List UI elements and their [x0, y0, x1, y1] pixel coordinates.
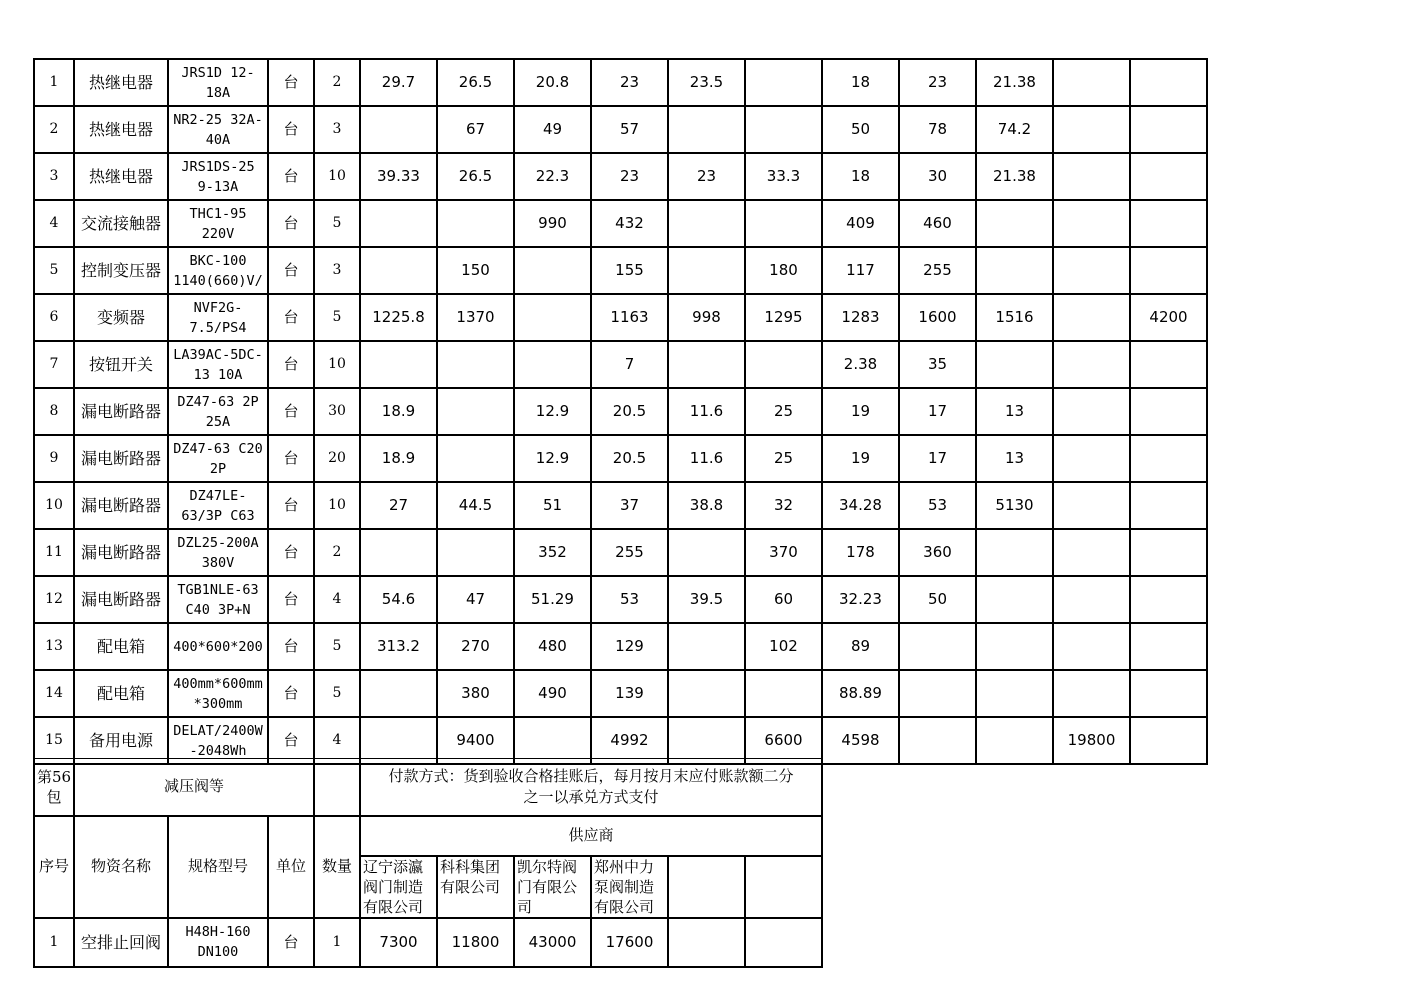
price-cell: 1163 — [591, 294, 668, 341]
price-cell: 23 — [668, 153, 745, 200]
item-model: H48H-160 DN100 — [168, 918, 268, 967]
price-cell: 18.9 — [360, 388, 437, 435]
price-cell — [1130, 388, 1207, 435]
price-cell — [1053, 576, 1130, 623]
price-cell — [1053, 435, 1130, 482]
price-cell: 1600 — [899, 294, 976, 341]
item-model: THC1-95 220V — [168, 200, 268, 247]
price-cell — [360, 106, 437, 153]
price-cell — [745, 106, 822, 153]
price-cell: 255 — [899, 247, 976, 294]
price-cell: 409 — [822, 200, 899, 247]
price-cell — [514, 247, 591, 294]
supplier-name: 辽宁添瀛 阀门制造 有限公司 — [360, 856, 437, 918]
price-cell: 53 — [591, 576, 668, 623]
item-name: 热继电器 — [74, 153, 168, 200]
price-cell: 23.5 — [668, 59, 745, 106]
price-cell: 44.5 — [437, 482, 514, 529]
table-row — [34, 200, 1207, 247]
item-name: 按钮开关 — [74, 341, 168, 388]
price-cell: 37 — [591, 482, 668, 529]
item-unit: 台 — [268, 247, 314, 294]
price-cell: 180 — [745, 247, 822, 294]
item-qty: 4 — [314, 576, 360, 623]
price-cell: 129 — [591, 623, 668, 670]
price-cell — [1130, 529, 1207, 576]
price-cell: 74.2 — [976, 106, 1053, 153]
item-unit: 台 — [268, 482, 314, 529]
price-cell: 89 — [822, 623, 899, 670]
price-cell: 18 — [822, 153, 899, 200]
table-row — [34, 106, 1207, 153]
item-unit: 台 — [268, 435, 314, 482]
header-seq: 序号 — [34, 816, 74, 918]
table-row — [34, 435, 1207, 482]
price-cell: 17 — [899, 435, 976, 482]
item-name: 变频器 — [74, 294, 168, 341]
price-cell: 54.6 — [360, 576, 437, 623]
price-cell — [437, 388, 514, 435]
price-cell — [514, 717, 591, 764]
item-name: 交流接触器 — [74, 200, 168, 247]
item-model: BKC-100 1140(660)V/ — [168, 247, 268, 294]
table-row — [34, 482, 1207, 529]
price-cell — [668, 717, 745, 764]
price-cell: 38.8 — [668, 482, 745, 529]
price-cell: 22.3 — [514, 153, 591, 200]
item-unit: 台 — [268, 623, 314, 670]
item-model: JRS1D 12- 18A — [168, 59, 268, 106]
item-model: DELAT/2400W -2048Wh — [168, 717, 268, 764]
price-cell — [1053, 59, 1130, 106]
price-cell — [976, 200, 1053, 247]
price-cell: 11.6 — [668, 388, 745, 435]
table-row — [34, 918, 822, 967]
item-model: DZ47LE- 63/3P C63 — [168, 482, 268, 529]
item-name: 漏电断路器 — [74, 576, 168, 623]
price-cell — [437, 529, 514, 576]
price-cell: 27 — [360, 482, 437, 529]
item-model: NVF2G- 7.5/PS4 — [168, 294, 268, 341]
price-cell: 26.5 — [437, 153, 514, 200]
price-cell: 11800 — [437, 918, 514, 967]
price-cell: 23 — [899, 59, 976, 106]
row-seq: 13 — [34, 623, 74, 670]
item-unit: 台 — [268, 717, 314, 764]
price-cell — [1053, 341, 1130, 388]
price-cell — [360, 529, 437, 576]
price-cell: 26.5 — [437, 59, 514, 106]
row-seq: 9 — [34, 435, 74, 482]
price-cell: 7 — [591, 341, 668, 388]
price-cell: 998 — [668, 294, 745, 341]
price-cell: 50 — [899, 576, 976, 623]
price-cell — [1130, 670, 1207, 717]
item-unit: 台 — [268, 153, 314, 200]
item-unit: 台 — [268, 670, 314, 717]
supplier-name — [668, 856, 745, 918]
item-qty: 5 — [314, 623, 360, 670]
item-name: 热继电器 — [74, 106, 168, 153]
item-qty: 10 — [314, 341, 360, 388]
item-name: 空排止回阀 — [74, 918, 168, 967]
item-qty: 5 — [314, 200, 360, 247]
item-unit: 台 — [268, 200, 314, 247]
item-qty: 5 — [314, 294, 360, 341]
price-cell — [1130, 435, 1207, 482]
price-cell: 12.9 — [514, 388, 591, 435]
table-row — [34, 670, 1207, 717]
item-name: 热继电器 — [74, 59, 168, 106]
row-seq: 2 — [34, 106, 74, 153]
item-qty: 2 — [314, 59, 360, 106]
item-name: 漏电断路器 — [74, 482, 168, 529]
price-cell — [668, 623, 745, 670]
price-cell — [1130, 341, 1207, 388]
price-cell — [437, 435, 514, 482]
price-cell: 25 — [745, 388, 822, 435]
price-cell: 43000 — [514, 918, 591, 967]
price-cell: 50 — [822, 106, 899, 153]
package-name: 减压阀等 — [74, 759, 314, 816]
price-cell — [976, 717, 1053, 764]
table-row — [34, 623, 1207, 670]
price-cell: 6600 — [745, 717, 822, 764]
price-cell: 20.8 — [514, 59, 591, 106]
price-cell — [514, 294, 591, 341]
price-cell: 25 — [745, 435, 822, 482]
item-unit: 台 — [268, 918, 314, 967]
price-cell — [976, 576, 1053, 623]
price-cell: 33.3 — [745, 153, 822, 200]
row-seq: 15 — [34, 717, 74, 764]
row-seq: 12 — [34, 576, 74, 623]
price-cell — [668, 529, 745, 576]
price-cell: 19 — [822, 435, 899, 482]
price-cell — [976, 247, 1053, 294]
price-cell: 18.9 — [360, 435, 437, 482]
price-cell — [899, 670, 976, 717]
item-unit: 台 — [268, 294, 314, 341]
price-cell — [360, 670, 437, 717]
item-name: 漏电断路器 — [74, 529, 168, 576]
price-cell: 35 — [899, 341, 976, 388]
item-name: 备用电源 — [74, 717, 168, 764]
item-qty: 2 — [314, 529, 360, 576]
price-cell: 32 — [745, 482, 822, 529]
table-row — [34, 59, 1207, 106]
item-model: TGB1NLE-63 C40 3P+N — [168, 576, 268, 623]
package-56-table — [33, 758, 823, 968]
price-cell — [745, 341, 822, 388]
item-model: 400*600*200 — [168, 623, 268, 670]
price-cell: 34.28 — [822, 482, 899, 529]
price-cell: 2.38 — [822, 341, 899, 388]
price-cell: 88.89 — [822, 670, 899, 717]
price-cell — [976, 341, 1053, 388]
price-cell: 313.2 — [360, 623, 437, 670]
price-cell — [899, 623, 976, 670]
empty-cell — [314, 759, 360, 816]
package-label: 第56 包 — [34, 759, 74, 816]
price-cell: 13 — [976, 388, 1053, 435]
price-cell — [976, 529, 1053, 576]
price-cell — [1130, 623, 1207, 670]
price-cell: 139 — [591, 670, 668, 717]
item-name: 漏电断路器 — [74, 435, 168, 482]
price-cell: 432 — [591, 200, 668, 247]
table-row — [34, 153, 1207, 200]
price-cell: 155 — [591, 247, 668, 294]
item-model: DZ47-63 C20 2P — [168, 435, 268, 482]
price-cell — [899, 717, 976, 764]
row-seq: 6 — [34, 294, 74, 341]
header-qty: 数量 — [314, 816, 360, 918]
item-unit: 台 — [268, 106, 314, 153]
price-cell: 18 — [822, 59, 899, 106]
price-cell: 67 — [437, 106, 514, 153]
row-seq: 10 — [34, 482, 74, 529]
table-row — [34, 529, 1207, 576]
price-cell: 1370 — [437, 294, 514, 341]
price-cell — [668, 341, 745, 388]
price-cell: 1295 — [745, 294, 822, 341]
item-model: DZL25-200A 380V — [168, 529, 268, 576]
price-cell: 17600 — [591, 918, 668, 967]
item-qty: 10 — [314, 482, 360, 529]
price-cell: 23 — [591, 59, 668, 106]
item-qty: 5 — [314, 670, 360, 717]
price-cell — [1053, 388, 1130, 435]
price-cell: 102 — [745, 623, 822, 670]
item-unit: 台 — [268, 576, 314, 623]
price-cell: 13 — [976, 435, 1053, 482]
price-cell — [1053, 200, 1130, 247]
row-seq: 4 — [34, 200, 74, 247]
supplier-name: 郑州中力 泵阀制造 有限公司 — [591, 856, 668, 918]
price-cell: 30 — [899, 153, 976, 200]
price-cell: 39.5 — [668, 576, 745, 623]
price-cell: 51.29 — [514, 576, 591, 623]
item-model: LA39AC-5DC- 13 10A — [168, 341, 268, 388]
price-cell — [437, 341, 514, 388]
item-model: 400mm*600mm *300mm — [168, 670, 268, 717]
row-seq: 1 — [34, 59, 74, 106]
price-cell — [1130, 106, 1207, 153]
header-unit: 单位 — [268, 816, 314, 918]
price-cell: 990 — [514, 200, 591, 247]
price-cell: 49 — [514, 106, 591, 153]
price-cell — [1130, 200, 1207, 247]
price-cell — [668, 670, 745, 717]
price-cell: 17 — [899, 388, 976, 435]
price-cell — [976, 670, 1053, 717]
price-cell — [668, 247, 745, 294]
row-seq: 5 — [34, 247, 74, 294]
price-cell — [976, 623, 1053, 670]
price-cell — [668, 918, 745, 967]
price-cell: 370 — [745, 529, 822, 576]
row-seq: 3 — [34, 153, 74, 200]
price-cell: 12.9 — [514, 435, 591, 482]
row-seq: 11 — [34, 529, 74, 576]
price-cell: 32.23 — [822, 576, 899, 623]
item-qty: 3 — [314, 106, 360, 153]
price-cell — [1130, 482, 1207, 529]
header-model: 规格型号 — [168, 816, 268, 918]
item-qty: 4 — [314, 717, 360, 764]
price-cell — [1053, 294, 1130, 341]
price-cell: 11.6 — [668, 435, 745, 482]
price-cell: 352 — [514, 529, 591, 576]
price-cell — [514, 341, 591, 388]
price-cell: 7300 — [360, 918, 437, 967]
item-model: DZ47-63 2P 25A — [168, 388, 268, 435]
price-cell — [745, 200, 822, 247]
item-model: JRS1DS-25 9-13A — [168, 153, 268, 200]
supplier-name: 凯尔特阀 门有限公 司 — [514, 856, 591, 918]
header-name: 物资名称 — [74, 816, 168, 918]
price-cell: 19 — [822, 388, 899, 435]
price-cell: 20.5 — [591, 388, 668, 435]
table-row — [34, 388, 1207, 435]
price-comparison-table — [33, 58, 1208, 765]
table-row — [34, 576, 1207, 623]
price-cell — [745, 670, 822, 717]
price-cell: 53 — [899, 482, 976, 529]
price-cell — [1053, 482, 1130, 529]
price-cell — [668, 106, 745, 153]
table-row — [34, 717, 1207, 764]
supplier-name — [745, 856, 822, 918]
item-qty: 30 — [314, 388, 360, 435]
price-cell: 4598 — [822, 717, 899, 764]
price-cell: 47 — [437, 576, 514, 623]
price-cell — [1053, 529, 1130, 576]
price-cell: 51 — [514, 482, 591, 529]
price-cell: 29.7 — [360, 59, 437, 106]
item-qty: 10 — [314, 153, 360, 200]
price-cell — [1053, 106, 1130, 153]
price-cell: 19800 — [1053, 717, 1130, 764]
header-supplier: 供应商 — [360, 816, 822, 856]
price-cell: 23 — [591, 153, 668, 200]
price-cell — [437, 200, 514, 247]
price-cell: 255 — [591, 529, 668, 576]
price-cell — [1053, 623, 1130, 670]
row-seq: 8 — [34, 388, 74, 435]
item-unit: 台 — [268, 341, 314, 388]
supplier-name: 科科集团 有限公司 — [437, 856, 514, 918]
price-cell — [745, 59, 822, 106]
price-cell: 117 — [822, 247, 899, 294]
price-cell: 480 — [514, 623, 591, 670]
price-cell — [1053, 670, 1130, 717]
price-cell — [1130, 59, 1207, 106]
row-seq: 14 — [34, 670, 74, 717]
payment-terms: 付款方式：货到验收合格挂账后，每月按月末应付账款额二分 之一以承兑方式支付 — [360, 759, 822, 816]
price-cell — [360, 341, 437, 388]
row-seq: 1 — [34, 918, 74, 967]
price-cell: 20.5 — [591, 435, 668, 482]
price-cell — [360, 247, 437, 294]
item-unit: 台 — [268, 388, 314, 435]
price-cell — [745, 918, 822, 967]
price-cell: 360 — [899, 529, 976, 576]
price-cell: 380 — [437, 670, 514, 717]
price-cell: 78 — [899, 106, 976, 153]
price-cell: 21.38 — [976, 153, 1053, 200]
price-cell: 1283 — [822, 294, 899, 341]
item-qty: 1 — [314, 918, 360, 967]
price-cell — [1130, 153, 1207, 200]
table-row — [34, 247, 1207, 294]
item-name: 漏电断路器 — [74, 388, 168, 435]
item-name: 控制变压器 — [74, 247, 168, 294]
item-unit: 台 — [268, 529, 314, 576]
price-cell: 5130 — [976, 482, 1053, 529]
item-qty: 3 — [314, 247, 360, 294]
price-cell: 21.38 — [976, 59, 1053, 106]
item-name: 配电箱 — [74, 623, 168, 670]
price-cell: 460 — [899, 200, 976, 247]
item-unit: 台 — [268, 59, 314, 106]
price-cell: 490 — [514, 670, 591, 717]
price-cell: 60 — [745, 576, 822, 623]
price-cell — [1130, 717, 1207, 764]
price-cell: 1516 — [976, 294, 1053, 341]
price-cell: 4992 — [591, 717, 668, 764]
price-cell: 9400 — [437, 717, 514, 764]
price-cell: 150 — [437, 247, 514, 294]
price-cell: 57 — [591, 106, 668, 153]
price-cell — [360, 200, 437, 247]
price-cell — [668, 200, 745, 247]
price-cell: 270 — [437, 623, 514, 670]
table-row — [34, 294, 1207, 341]
price-cell: 4200 — [1130, 294, 1207, 341]
price-cell — [1053, 153, 1130, 200]
table-row — [34, 341, 1207, 388]
price-cell — [360, 717, 437, 764]
item-model: NR2-25 32A- 40A — [168, 106, 268, 153]
price-cell: 39.33 — [360, 153, 437, 200]
price-cell: 1225.8 — [360, 294, 437, 341]
price-cell — [1053, 247, 1130, 294]
price-cell — [1130, 247, 1207, 294]
row-seq: 7 — [34, 341, 74, 388]
item-qty: 20 — [314, 435, 360, 482]
item-name: 配电箱 — [74, 670, 168, 717]
price-cell — [1130, 576, 1207, 623]
price-cell: 178 — [822, 529, 899, 576]
